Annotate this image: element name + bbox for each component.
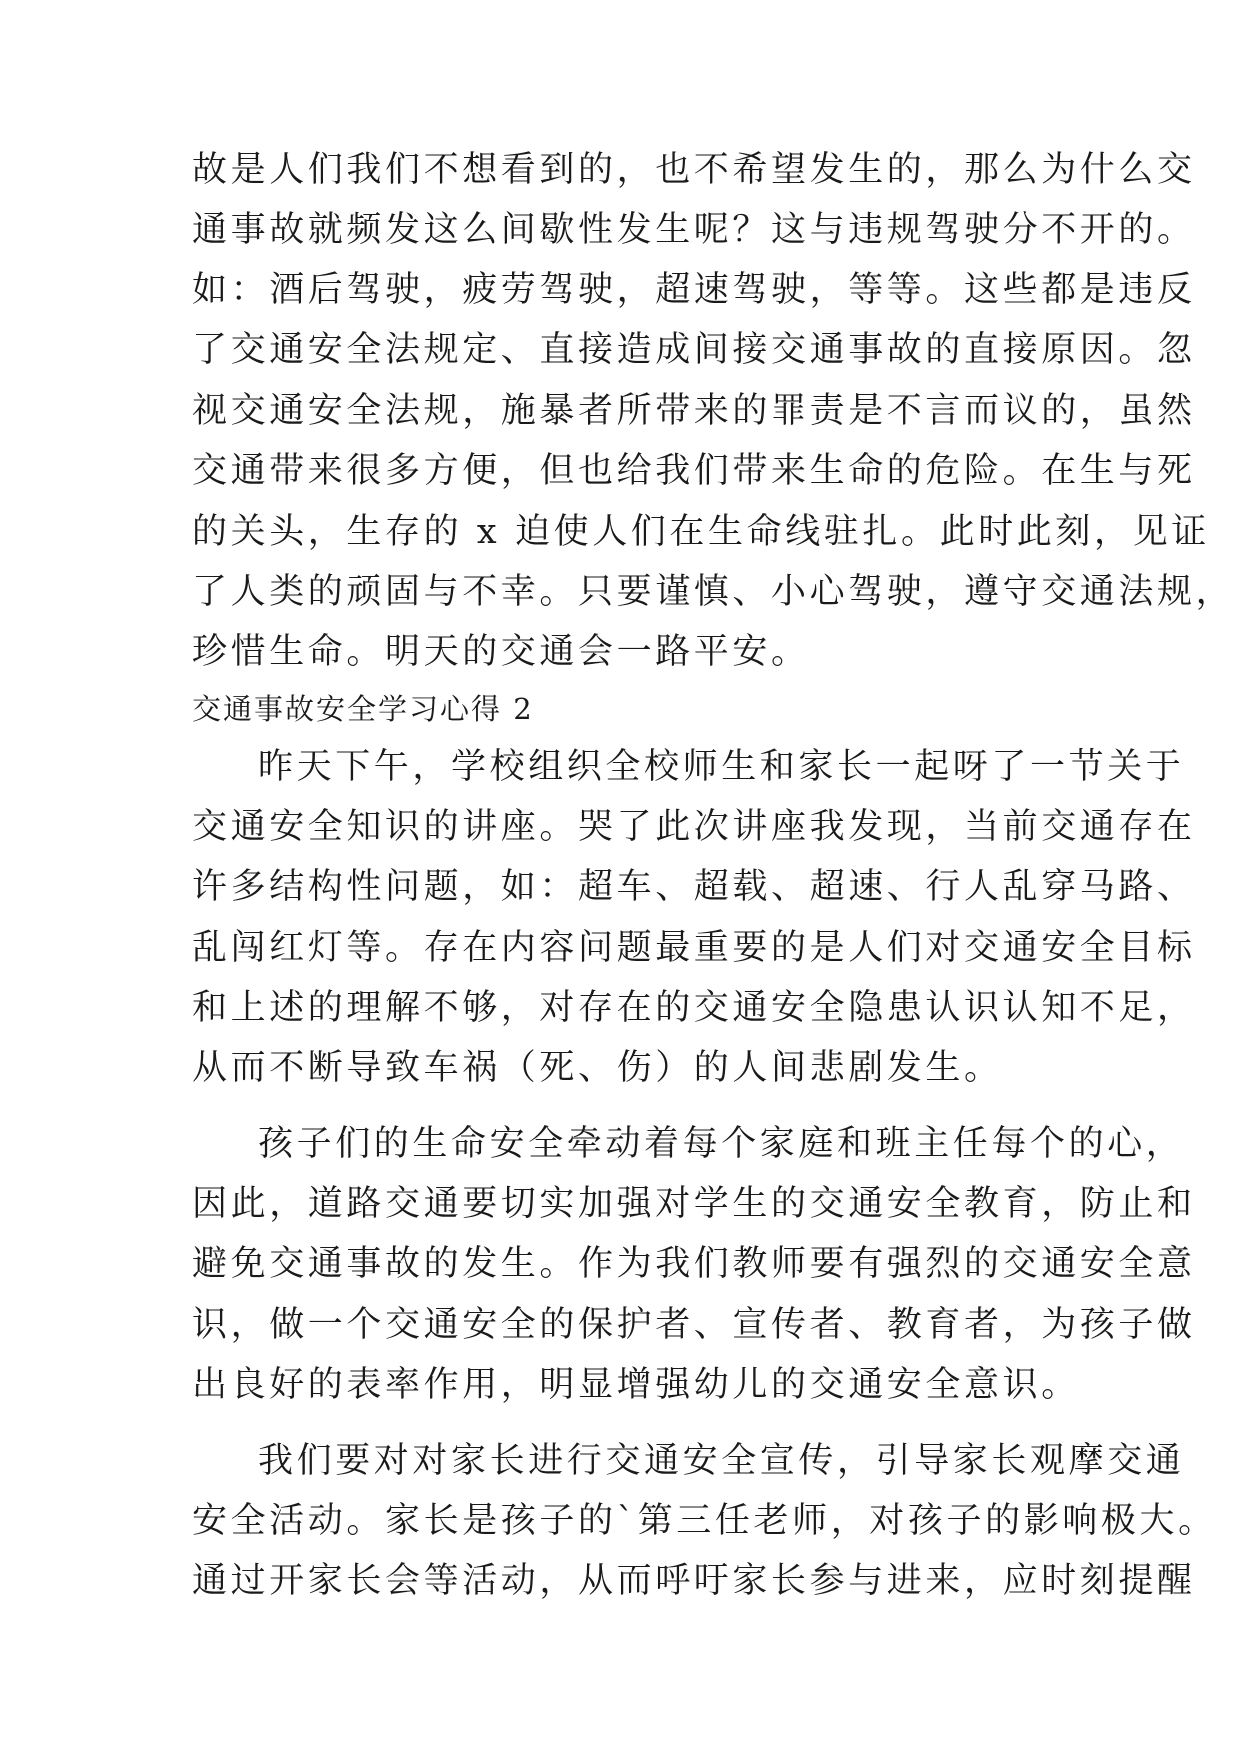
paragraph-line: 视交通安全法规，施暴者所带来的罪责是不言而议的，虽然 [192, 391, 1196, 431]
paragraph-line: 故是人们我们不想看到的，也不希望发生的，那么为什么交 [192, 150, 1196, 190]
paragraph-line: 交通带来很多方便，但也给我们带来生命的危险。在生与死 [192, 451, 1196, 491]
paragraph-line: 许多结构性问题，如：超车、超载、超速、行人乱穿马路、 [192, 867, 1196, 907]
paragraph-line: 和上述的理解不够，对存在的交通安全隐患认识认知不足， [192, 988, 1196, 1028]
paragraph-line: 安全活动。家长是孩子的`第三任老师，对孩子的影响极大。 [192, 1501, 1217, 1541]
paragraph-line: 孩子们的生命安全牵动着每个家庭和班主任每个的心， [258, 1124, 1185, 1164]
paragraph-line: 我们要对对家长进行交通安全宣传，引导家长观摩交通 [258, 1441, 1185, 1481]
paragraph-line: 通过开家长会等活动，从而呼吁家长参与进来，应时刻提醒 [192, 1561, 1196, 1601]
paragraph-line: 乱闯红灯等。存在内容问题最重要的是人们对交通安全目标 [192, 928, 1196, 968]
paragraph-line: 从而不断导致车祸（死、伤）的人间悲剧发生。 [192, 1048, 1003, 1088]
paragraph-line: 了交通安全法规定、直接造成间接交通事故的直接原因。忽 [192, 330, 1196, 370]
paragraph-line: 的关头，生存的 x 迫使人们在生命线驻扎。此时此刻，见证 [192, 512, 1210, 552]
paragraph-line: 出良好的表率作用，明显增强幼儿的交通安全意识。 [192, 1365, 1080, 1405]
paragraph-line: 避免交通事故的发生。作为我们教师要有强烈的交通安全意 [192, 1244, 1196, 1284]
paragraph-line: 因此，道路交通要切实加强对学生的交通安全教育，防止和 [192, 1184, 1196, 1224]
paragraph-line: 通事故就频发这么间歇性发生呢？这与违规驾驶分不开的。 [192, 210, 1196, 250]
paragraph-line: 如：酒后驾驶，疲劳驾驶，超速驾驶，等等。这些都是违反 [192, 270, 1196, 310]
paragraph-line: 珍惜生命。明天的交通会一路平安。 [192, 632, 810, 672]
paragraph-line: 交通安全知识的讲座。哭了此次讲座我发现，当前交通存在 [192, 807, 1196, 847]
paragraph-line: 识，做一个交通安全的保护者、宣传者、教育者，为孩子做 [192, 1305, 1196, 1345]
paragraph-line: 了人类的顽固与不幸。只要谨慎、小心驾驶，遵守交通法规， [192, 572, 1235, 612]
section-heading: 交通事故安全学习心得 2 [192, 692, 534, 726]
paragraph-line: 昨天下午，学校组织全校师生和家长一起呀了一节关于 [258, 747, 1185, 787]
